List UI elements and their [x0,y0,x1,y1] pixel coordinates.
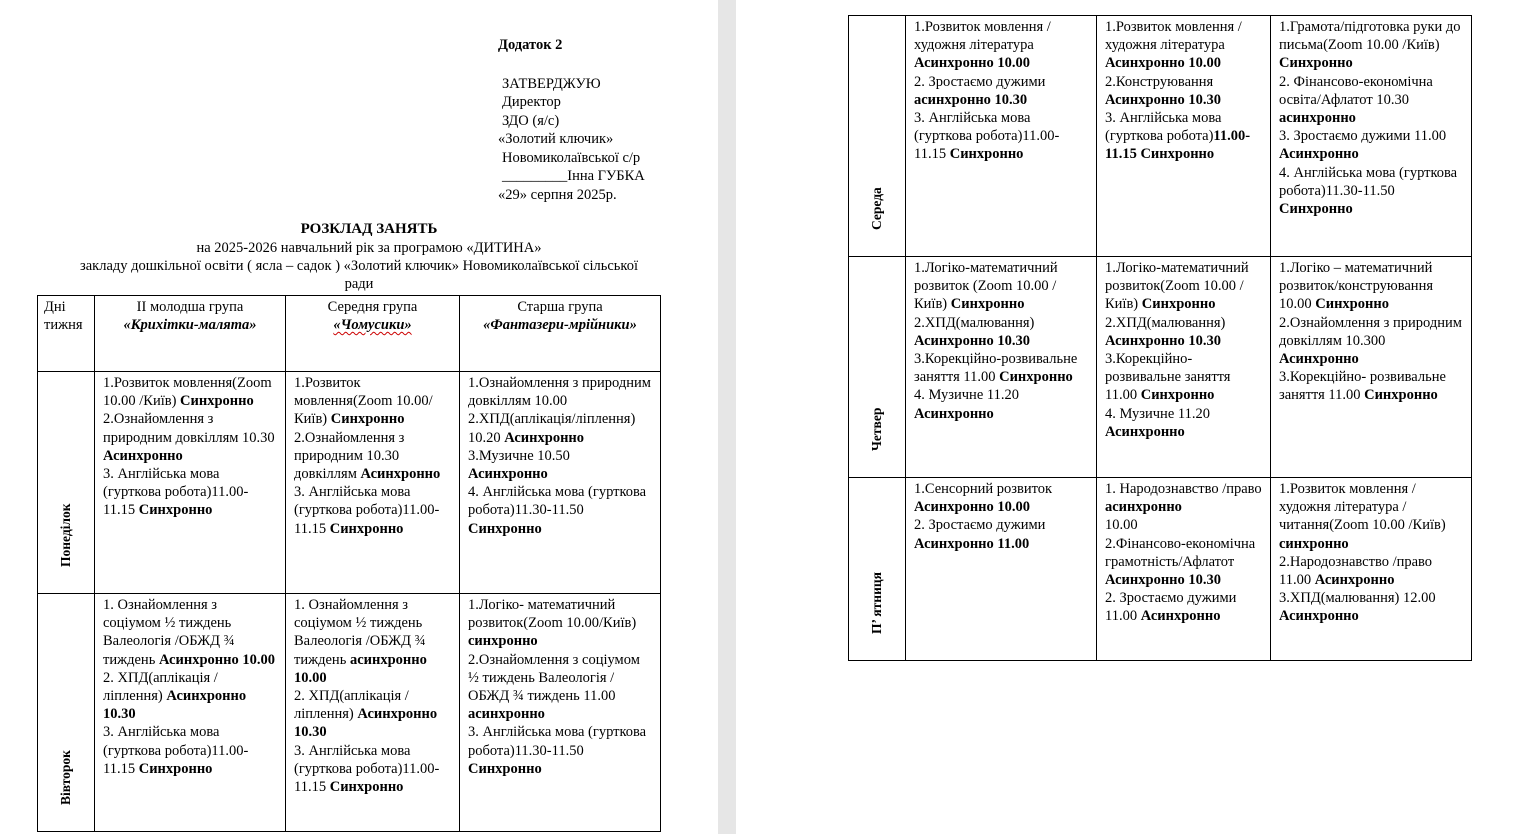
activity-text: 3. Англійська мова (гурткова робота)11.00-11.15 [294,742,440,796]
schedule-item [103,669,277,724]
mode-label: Асинхронно 10.30 [1105,572,1222,589]
activity-text: 2.ХПД(аплікація/ліплення) 10.20 [468,411,636,446]
group2-header [286,296,460,372]
group1-name: ІІ молодша група [136,299,244,315]
cell-tue-g2 [286,594,460,832]
day-label-thursday: Четвер [868,407,884,451]
activity-text: 1.Розвиток мовлення /художня література [1105,19,1242,54]
day-label-tuesday: Вівторок [57,749,73,805]
day-cell-thursday [849,257,906,478]
cell-thu-g2 [1097,257,1271,478]
activity-text: 1.Сенсорний розвиток [914,481,1053,497]
schedule-item [468,483,652,538]
day-label-wednesday: Середа [868,186,884,230]
signature-line: _________Інна ГУБКА [502,168,645,184]
mode-label: Синхронно [330,411,405,428]
schedule-table-page-2 [848,15,1472,661]
cell-wed-g1 [906,16,1097,257]
schedule-item [468,447,652,483]
activity-text: 1.Розвиток мовлення / художня література /читання(Zoom 10.00 /Київ) [1279,481,1446,534]
cell-fri-g1 [906,478,1097,661]
table-row-tuesday [38,594,661,832]
schedule-item [294,742,451,797]
group1-header [95,296,286,372]
activity-text: 4. Музичне 11.20 [914,387,1019,404]
mode-label: Синхронно [329,520,404,537]
group3-title: «Фантазери-мрійники» [483,317,637,334]
cell-fri-g2 [1097,478,1271,661]
activity-text: 1.Розвиток мовлення(Zoom 10.00/Київ) [294,375,433,428]
activity-text: 2.Ознайомлення з природним 10.30 довкіллям [294,429,405,483]
schedule-item [294,687,451,742]
mode-label: Асинхронно 11.00 [914,535,1030,552]
activity-text: 1.Логіко- математичний розвиток(Zoom 10.00/Київ) [468,597,637,632]
schedule-item [1105,405,1262,441]
mode-label: асинхронно [468,706,545,723]
cell-tue-g1 [95,594,286,832]
schedule-item [1105,516,1262,534]
mode-label: Синхронно [949,146,1024,163]
schedule-item [1279,127,1463,163]
activity-text: 2. ХПД(аплікація /ліплення) [103,669,218,705]
schedule-item [1279,164,1463,219]
table-row-monday [38,372,661,594]
activity-text: 2.ХПД(малювання) [1105,314,1226,331]
mode-label: Синхронно [1141,296,1216,313]
schedule-item [914,314,1088,350]
day-label-monday: Понеділок [57,503,73,567]
activity-text: 2. Фінансово-економічна освіта/Афлатот 10.30 [1279,73,1433,108]
mode-label: Синхронно [138,502,213,519]
cell-fri-g3 [1271,478,1472,661]
schedule-item [468,410,652,446]
activity-text: 1.Логіко – математичний розвиток/конструювання 10.00 [1279,260,1433,313]
mode-label: Асинхронно [468,466,548,483]
mode-label: Асинхронно 10.30 [914,332,1031,349]
schedule-item [468,374,652,410]
title-line-3: ради [344,276,374,292]
mode-label: асинхронно 10.30 [914,91,1028,108]
mode-label: Синхронно [950,296,1025,313]
cell-mon-g1 [95,372,286,594]
schedule-item [1279,553,1463,589]
mode-label: Асинхронно [914,405,994,422]
activity-text: 4. Англійська мова (гурткова робота)11.30-11.50 [1279,164,1458,199]
schedule-item [1105,480,1262,516]
schedule-item [1279,368,1463,404]
schedule-item [914,109,1088,164]
group1-title: «Крихітки-малята» [123,317,257,334]
schedule-item [1279,314,1463,369]
schedule-item [914,480,1088,516]
mode-label: Синхронно [1279,201,1353,218]
mode-label: Асинхронно [1105,423,1185,440]
mode-label: Синхронно [138,760,213,777]
schedule-item [1105,18,1262,73]
schedule-item [103,374,277,410]
title-line-1: на 2025-2026 навчальний рік за програмою «ДИТИНА» [196,240,542,256]
mode-label: Асинхронно [103,447,183,464]
activity-text: 1.Ознайомлення з природним довкіллям 10.00 [468,375,651,410]
mode-label: Асинхронно [1279,608,1359,625]
group2-name: Середня група [327,299,418,315]
approval-block [498,36,645,204]
schedule-table-page-1 [37,295,661,832]
activity-text: 2.Ознайомлення з природним довкіллям 10.30 [103,411,275,446]
mode-label: Асинхронно 10.30 [294,706,438,741]
schedule-item [914,386,1088,422]
schedule-item [103,596,277,669]
schedule-item [468,596,652,651]
mode-label: Синхронно [1364,387,1438,404]
activity-text: 1.Логіко-математичний розвиток(Zoom 10.00 /Київ) [1105,260,1249,313]
title-line-2: закладу дошкільної освіти ( ясла – садок ) «Золотий ключик» Новомиколаївської сільської [80,258,638,274]
schedule-item [1105,259,1262,314]
activity-text: 3. Зростаємо дужими 11.00 [1279,128,1447,145]
activity-text: 4. Англійська мова (гурткова робота)11.30-11.50 [468,484,647,519]
activity-text: 2.Ознайомлення з соціумом ½ тиждень Валеологія /ОБЖД ¾ тиждень 11.00 [468,651,640,705]
mode-label: Синхронно [180,393,254,410]
table-row-wednesday [849,16,1472,257]
schedule-item [468,651,652,724]
schedule-item [914,259,1088,314]
activity-text: 3.ХПД(малювання) 12.00 [1279,590,1436,607]
activity-text: 2. Зростаємо дужими 11.00 [1105,590,1237,625]
mode-label: Синхронно [329,779,404,796]
cell-mon-g3 [460,372,661,594]
mode-label: Асинхронно [1279,146,1359,163]
mode-label: Асинхронно 10.30 [1105,91,1222,108]
day-label-friday: П’ ятниця [868,571,884,634]
cell-thu-g1 [906,257,1097,478]
activity-text: 3.Корекційно- розвивальне заняття 11.00 [1279,369,1446,404]
activity-text: 3.Корекційно-розвивальне заняття 11.00 [1105,351,1231,404]
mode-label: Асинхронно [1140,608,1221,625]
mode-label: Синхронно [1279,55,1353,72]
mode-label: асинхронно [1105,499,1182,516]
mode-label: Синхронно [999,369,1073,386]
activity-text: 2. Зростаємо дужими [914,73,1046,90]
cell-thu-g3 [1271,257,1472,478]
schedule-item [294,596,451,687]
table-row-thursday [849,257,1472,478]
activity-text: 3.Корекційно-розвивальне заняття 11.00 [914,351,1078,386]
mode-label: синхронно [1279,535,1349,552]
schedule-item [468,723,652,778]
cell-wed-g3 [1271,16,1472,257]
activity-text: 4. Музичне 11.20 [1105,405,1210,422]
day-cell-monday [38,372,95,594]
activity-text: 1. Ознайомлення з соціумом ½ тиждень Валеологія /ОБЖД ¾ тиждень [103,597,235,668]
cell-mon-g2 [286,372,460,594]
institution-name: «Золотий ключик» [498,131,614,147]
document-title: РОЗКЛАД ЗАНЯТЬ [300,221,438,237]
document-title-block [0,220,718,293]
activity-text: 3.Музичне 10.50 [468,447,570,464]
page-gap [718,0,736,834]
schedule-item [103,723,277,778]
mode-label: Синхронно [468,760,542,777]
schedule-item [914,18,1088,73]
approve-label: ЗАТВЕРДЖУЮ [502,75,601,92]
activity-text: 3. Англійська мова (гурткова робота)11.00-11.15 [103,466,249,519]
activity-text: 1. Ознайомлення з соціумом ½ тиждень Валеологія /ОБЖД ¾ тиждень [294,597,426,668]
schedule-item [1105,73,1262,109]
mode-label: Асинхронно 10.00 [914,499,1031,516]
mode-label: Асинхронно 10.00 [1105,55,1222,72]
schedule-item [1105,589,1262,625]
group2-title: «Чомусики» [333,317,412,334]
day-cell-wednesday [849,16,906,257]
schedule-item [914,516,1088,552]
activity-text: 10.00 [1105,517,1138,534]
group3-name: Старша група [517,299,603,315]
schedule-item [1105,350,1262,405]
group3-header [460,296,661,372]
director-label: Директор [502,94,561,110]
activity-text: 3. Англійська мова (гурткова робота) [1105,110,1222,145]
schedule-item [1279,589,1463,625]
activity-text: 1.Розвиток мовлення /художня література [914,19,1051,54]
mode-label: синхронно [468,633,538,650]
activity-text: 2.Ознайомлення з природним довкіллям 10.300 [1279,314,1462,349]
days-column-header: Дні тижня [38,296,95,372]
cell-wed-g2 [1097,16,1271,257]
approval-date: «29» серпня 2025р. [498,186,617,203]
activity-text: 1.Грамота/підготовка руки до письма(Zoom 10.00 /Київ) [1279,19,1461,54]
activity-text: 2.ХПД(малювання) [914,314,1035,331]
schedule-item [103,410,277,465]
activity-text: 3. Англійська мова (гурткова робота)11.00-11.15 [294,484,440,537]
schedule-item [914,73,1088,109]
mode-label: Асинхронно [360,466,441,483]
activity-text: 2.Народознавство /право 11.00 [1279,553,1433,589]
council-label: Новомиколаївської с/р [502,149,641,166]
mode-label: 11.00-11.15 Синхронно [1105,128,1251,163]
schedule-item [294,483,451,538]
schedule-item [1105,314,1262,350]
schedule-item [1279,18,1463,73]
mode-label: Асинхронно 10.30 [103,688,247,723]
cell-tue-g3 [460,594,661,832]
mode-label: Асинхронно 10.30 [1105,332,1222,349]
activity-text: 1. Народознавство /право [1105,481,1262,497]
mode-label: Синхронно [1140,387,1215,404]
schedule-item [1279,480,1463,553]
activity-text: 2. Зростаємо дужими [914,517,1046,534]
mode-label: Асинхронно 10.00 [158,651,275,668]
activity-text: 3. Англійська мова (гурткова робота)11.00-11.15 [914,110,1060,163]
institution-label: ЗДО (я/с) [502,112,560,129]
activity-text: 1.Логіко-математичний розвиток (Zoom 10.00 /Київ) [914,260,1058,313]
mode-label: Асинхронно [1279,351,1359,368]
mode-label: асинхронно [1279,110,1356,127]
mode-label: асинхронно 10.00 [294,651,427,686]
mode-label: Асинхронно [504,429,585,446]
schedule-item [1279,73,1463,128]
activity-text: 2.Фінансово-економічна грамотність/Афлатот [1105,535,1256,570]
mode-label: Синхронно [1315,296,1389,313]
schedule-item [103,465,277,520]
activity-text: 3. Англійська мова (гурткова робота)11.30-11.50 [468,724,647,759]
schedule-item [1105,535,1262,590]
schedule-item [294,374,451,429]
schedule-item [1279,259,1463,314]
mode-label: Синхронно [468,520,542,537]
day-cell-tuesday [38,594,95,832]
mode-label: Асинхронно [1314,572,1395,589]
schedule-item [1105,109,1262,164]
mode-label: Асинхронно 10.00 [914,55,1031,72]
table-row-friday [849,478,1472,661]
activity-text: 3. Англійська мова (гурткова робота)11.00-11.15 [103,724,249,777]
activity-text: 2. ХПД(аплікація /ліплення) [294,688,409,723]
day-cell-friday [849,478,906,661]
activity-text: 2.Конструювання [1105,73,1214,90]
schedule-item [294,429,451,484]
addendum-label: Додаток 2 [498,37,563,53]
table-header-row [38,296,661,372]
activity-text: 1.Розвиток мовлення(Zoom 10.00 /Київ) [103,375,272,410]
schedule-item [914,350,1088,386]
